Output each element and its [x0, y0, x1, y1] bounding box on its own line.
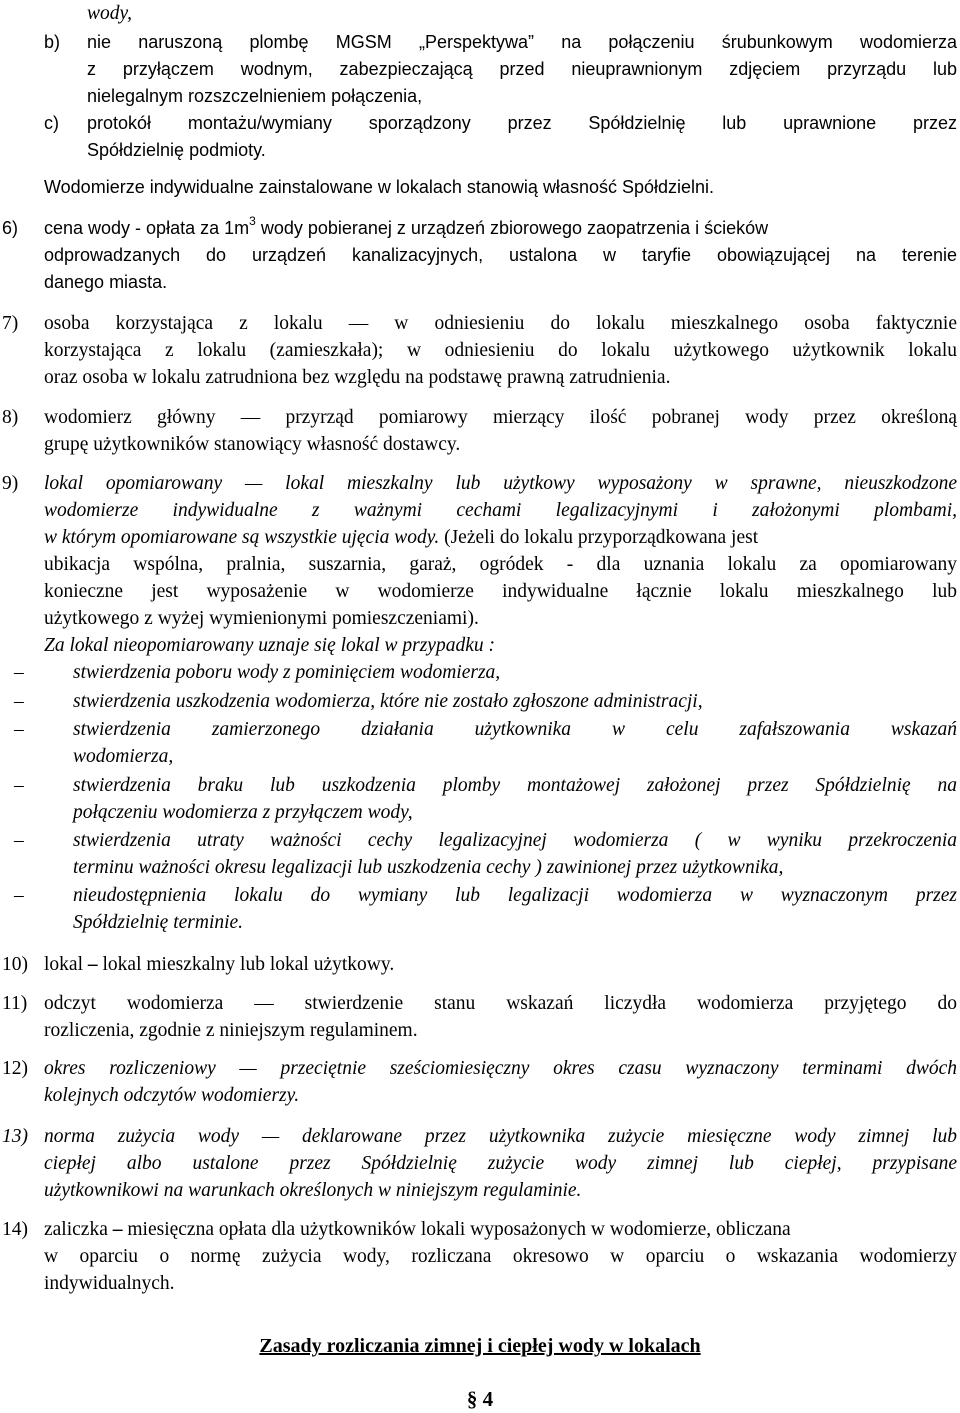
- item-8-line-2: grupę użytkowników stanowiący własność dostawcy.: [44, 434, 461, 455]
- bullet-dash: –: [14, 885, 24, 906]
- item-b-line-1: nie naruszoną plombę MGSM „Perspektywa” na połączeniu śrubunkowym wodomierza: [87, 32, 957, 52]
- item-7-number: 7): [2, 313, 19, 334]
- item-14-line-2: w oparciu o normę zużycia wody, rozliczana okresowo w oparciu o wskazania wodomierzy: [44, 1246, 957, 1267]
- item-6-line-1: [44, 215, 957, 242]
- bullet-5-cont: terminu ważności okresu legalizacji lub uszkodzenia cechy ) zawinionej przez użytkownika,: [73, 857, 784, 878]
- item-10-line: [44, 951, 394, 978]
- item-6-superscript: 3: [249, 214, 256, 228]
- item-10-text-a: lokal: [44, 954, 88, 975]
- bullet-dash: –: [14, 662, 24, 683]
- bullet-4-cont: połączeniu wodomierza z przyłączem wody,: [73, 802, 413, 823]
- item-6-number: 6): [2, 218, 19, 238]
- bullet-5-text: stwierdzenia utraty ważności cechy legalizacyjnej wodomierza ( w wyniku przekroczenia: [73, 830, 957, 851]
- item-10-text-b: lokal mieszkalny lub lokal użytkowy.: [97, 954, 395, 975]
- bullet-dash: –: [14, 719, 24, 740]
- item-6-line-3: danego miasta.: [44, 272, 168, 292]
- item-9-line-3-normal: (Jeżeli do lokalu przyporządkowana jest: [439, 527, 759, 548]
- ownership-note: Wodomierze indywidualne zainstalowane w lokalach stanowią własność Spółdzielni.: [44, 177, 715, 197]
- bullet-4-text: stwierdzenia braku lub uszkodzenia plomby montażowej założonej przez Spółdzielnię na: [73, 775, 957, 796]
- item-6-text-a: cena wody - opłata za 1m: [44, 218, 250, 238]
- item-13-line-2: ciepłej albo ustalone przez Spółdzielnię zużycie wody zimnej lub ciepłej, przypisane: [44, 1153, 957, 1174]
- item-12-line-1: okres rozliczeniowy — przeciętnie sześciomiesięczny okres czasu wyznaczony terminami dwóch: [44, 1058, 957, 1079]
- item-12-line-2: kolejnych odczytów wodomierzy.: [44, 1085, 300, 1106]
- item-14-text-a: zaliczka: [44, 1219, 113, 1240]
- section-mark: § 4: [466, 1387, 494, 1411]
- item-9-line-5: konieczne jest wyposażenie w wodomierze indywidualne łącznie lokalu mieszkalnego lub: [44, 581, 957, 602]
- item-b-line-2: z przyłączem wodnym, zabezpieczającą przed nieuprawnionym zdjęciem przyrządu lub: [87, 59, 957, 79]
- item-7-line-2: korzystająca z lokalu (zamieszkała); w odniesieniu do lokalu użytkowego użytkownik lokalu: [44, 340, 957, 361]
- item-7-line-1: osoba korzystająca z lokalu — w odniesieniu do lokalu mieszkalnego osoba faktycznie: [44, 313, 957, 334]
- item-12-number: 12): [2, 1058, 28, 1079]
- bullet-dash: –: [14, 830, 24, 851]
- item-9-line-2: wodomierze indywidualne z ważnymi cechami legalizacyjnymi i założonymi plombami,: [44, 500, 957, 521]
- bullet-2-text: stwierdzenia uszkodzenia wodomierza, które nie zostało zgłoszone administracji,: [73, 691, 703, 712]
- item-9-sub-intro: Za lokal nieopomiarowany uznaje się lokal w przypadku :: [44, 635, 495, 656]
- item-6-text-b: wody pobieranej z urządzeń zbiorowego zaopatrzenia i ścieków: [255, 218, 769, 238]
- item-14-number: 14): [2, 1219, 28, 1240]
- item-10-number: 10): [2, 954, 28, 975]
- item-14-text-b: miesięczna opłata dla użytkowników lokali wyposażonych w wodomierze, obliczana: [122, 1219, 791, 1240]
- bullet-dash: –: [14, 691, 24, 712]
- item-14-dash: –: [112, 1219, 123, 1240]
- item-c-line-1: protokół montażu/wymiany sporządzony przez Spółdzielnię lub uprawnione przez: [87, 113, 957, 133]
- bullet-dash: –: [14, 775, 24, 796]
- item-9-line-1: lokal opomiarowany — lokal mieszkalny lub użytkowy wyposażony w sprawne, nieuszkodzone: [44, 473, 957, 494]
- item-9-line-3: [44, 524, 957, 551]
- bullet-6-text: nieudostępnienia lokalu do wymiany lub legalizacji wodomierza w wyznaczonym przez: [73, 885, 957, 906]
- bullet-1-text: stwierdzenia poboru wody z pominięciem wodomierza,: [73, 662, 501, 683]
- item-8-number: 8): [2, 407, 19, 428]
- item-11-line-2: rozliczenia, zgodnie z niniejszym regulaminem.: [44, 1020, 418, 1041]
- item-c-line-2: Spółdzielnię podmioty.: [87, 140, 266, 160]
- item-9-number: 9): [2, 473, 19, 494]
- item-9-line-4: ubikacja wspólna, pralnia, suszarnia, garaż, ogródek - dla uznania lokalu za opomiarowany: [44, 554, 957, 575]
- item-9-line-3-italic: w którym opomiarowane są wszystkie ujęcia wody.: [44, 527, 440, 548]
- intro-wody: wody,: [87, 3, 132, 24]
- item-c-label: c): [44, 113, 59, 133]
- item-14-line-1: [44, 1216, 957, 1243]
- item-13-line-1: norma zużycia wody — deklarowane przez użytkownika zużycie miesięczne wody zimnej lub: [44, 1126, 957, 1147]
- bullet-6-cont: Spółdzielnię terminie.: [73, 912, 244, 933]
- item-13-number: 13): [2, 1126, 28, 1147]
- bullet-3-cont: wodomierza,: [73, 746, 174, 767]
- item-7-line-3: oraz osoba w lokalu zatrudniona bez względu na podstawę prawną zatrudnienia.: [44, 367, 671, 388]
- bullet-3-text: stwierdzenia zamierzonego działania użytkownika w celu zafałszowania wskazań: [73, 719, 957, 740]
- section-heading: Zasady rozliczania zimnej i ciepłej wody w lokalach: [259, 1335, 701, 1357]
- item-b-line-3: nielegalnym rozszczelnieniem połączenia,: [87, 86, 423, 106]
- item-9-line-6: użytkowego z wyżej wymienionymi pomieszczeniami).: [44, 608, 479, 629]
- item-6-line-2: odprowadzanych do urządzeń kanalizacyjnych, ustalona w taryfie obowiązującej na terenie: [44, 245, 957, 265]
- item-14-line-3: indywidualnych.: [44, 1273, 175, 1294]
- item-13-line-3: użytkownikowi na warunkach określonych w niniejszym regulaminie.: [44, 1180, 582, 1201]
- item-8-line-1: wodomierz główny — przyrząd pomiarowy mierzący ilość pobranej wody przez określoną: [44, 407, 957, 428]
- item-11-number: 11): [2, 993, 28, 1014]
- item-11-line-1: odczyt wodomierza — stwierdzenie stanu wskazań liczydła wodomierza przyjętego do: [44, 993, 957, 1014]
- item-b-label: b): [44, 32, 61, 52]
- item-10-dash: –: [87, 954, 98, 975]
